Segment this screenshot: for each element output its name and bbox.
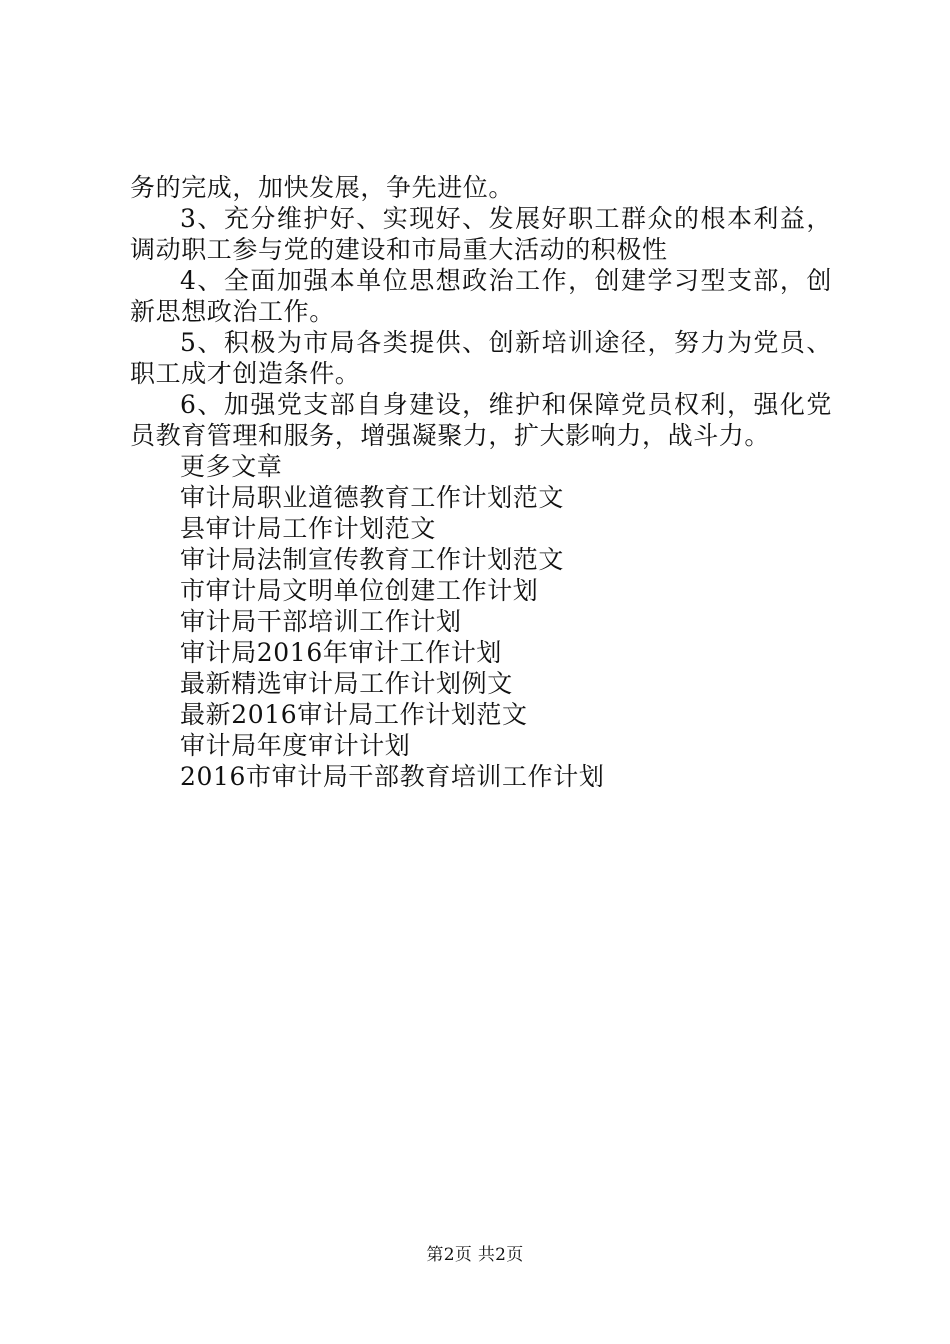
more-articles-list (130, 482, 832, 792)
paragraph-item-3: 3、充分维护好、实现好、发展好职工群众的根本利益，调动职工参与党的建设和市局重大活动的积极性 (130, 204, 832, 264)
more-article-link[interactable]: 最新2016审计局工作计划范文 (180, 700, 528, 729)
document-body (130, 172, 832, 792)
more-article-link[interactable]: 2016市审计局干部教育培训工作计划 (180, 762, 605, 791)
more-article-link[interactable]: 审计局干部培训工作计划 (180, 607, 462, 636)
page-footer: 第2页 共2页 (426, 1245, 524, 1265)
more-article-link[interactable]: 审计局2016年审计工作计划 (180, 638, 503, 667)
more-article-link[interactable]: 最新精选审计局工作计划例文 (180, 669, 513, 698)
paragraph-item-6: 6、加强党支部自身建设，维护和保障党员权利，强化党员教育管理和服务，增强凝聚力，扩大影响力，战斗力。 (130, 390, 832, 450)
more-article-link[interactable]: 审计局年度审计计划 (180, 731, 411, 760)
paragraph-item-4: 4、全面加强本单位思想政治工作，创建学习型支部，创新思想政治工作。 (130, 266, 832, 326)
paragraph-continuation: 务的完成，加快发展，争先进位。 (130, 173, 515, 202)
more-article-link[interactable]: 审计局职业道德教育工作计划范文 (180, 483, 565, 512)
more-articles-title: 更多文章 (180, 452, 283, 481)
more-article-link[interactable]: 县审计局工作计划范文 (180, 514, 437, 543)
paragraph-item-5: 5、积极为市局各类提供、创新培训途径，努力为党员、职工成才创造条件。 (130, 328, 832, 388)
more-article-link[interactable]: 审计局法制宣传教育工作计划范文 (180, 545, 565, 574)
more-article-link[interactable]: 市审计局文明单位创建工作计划 (180, 576, 539, 605)
